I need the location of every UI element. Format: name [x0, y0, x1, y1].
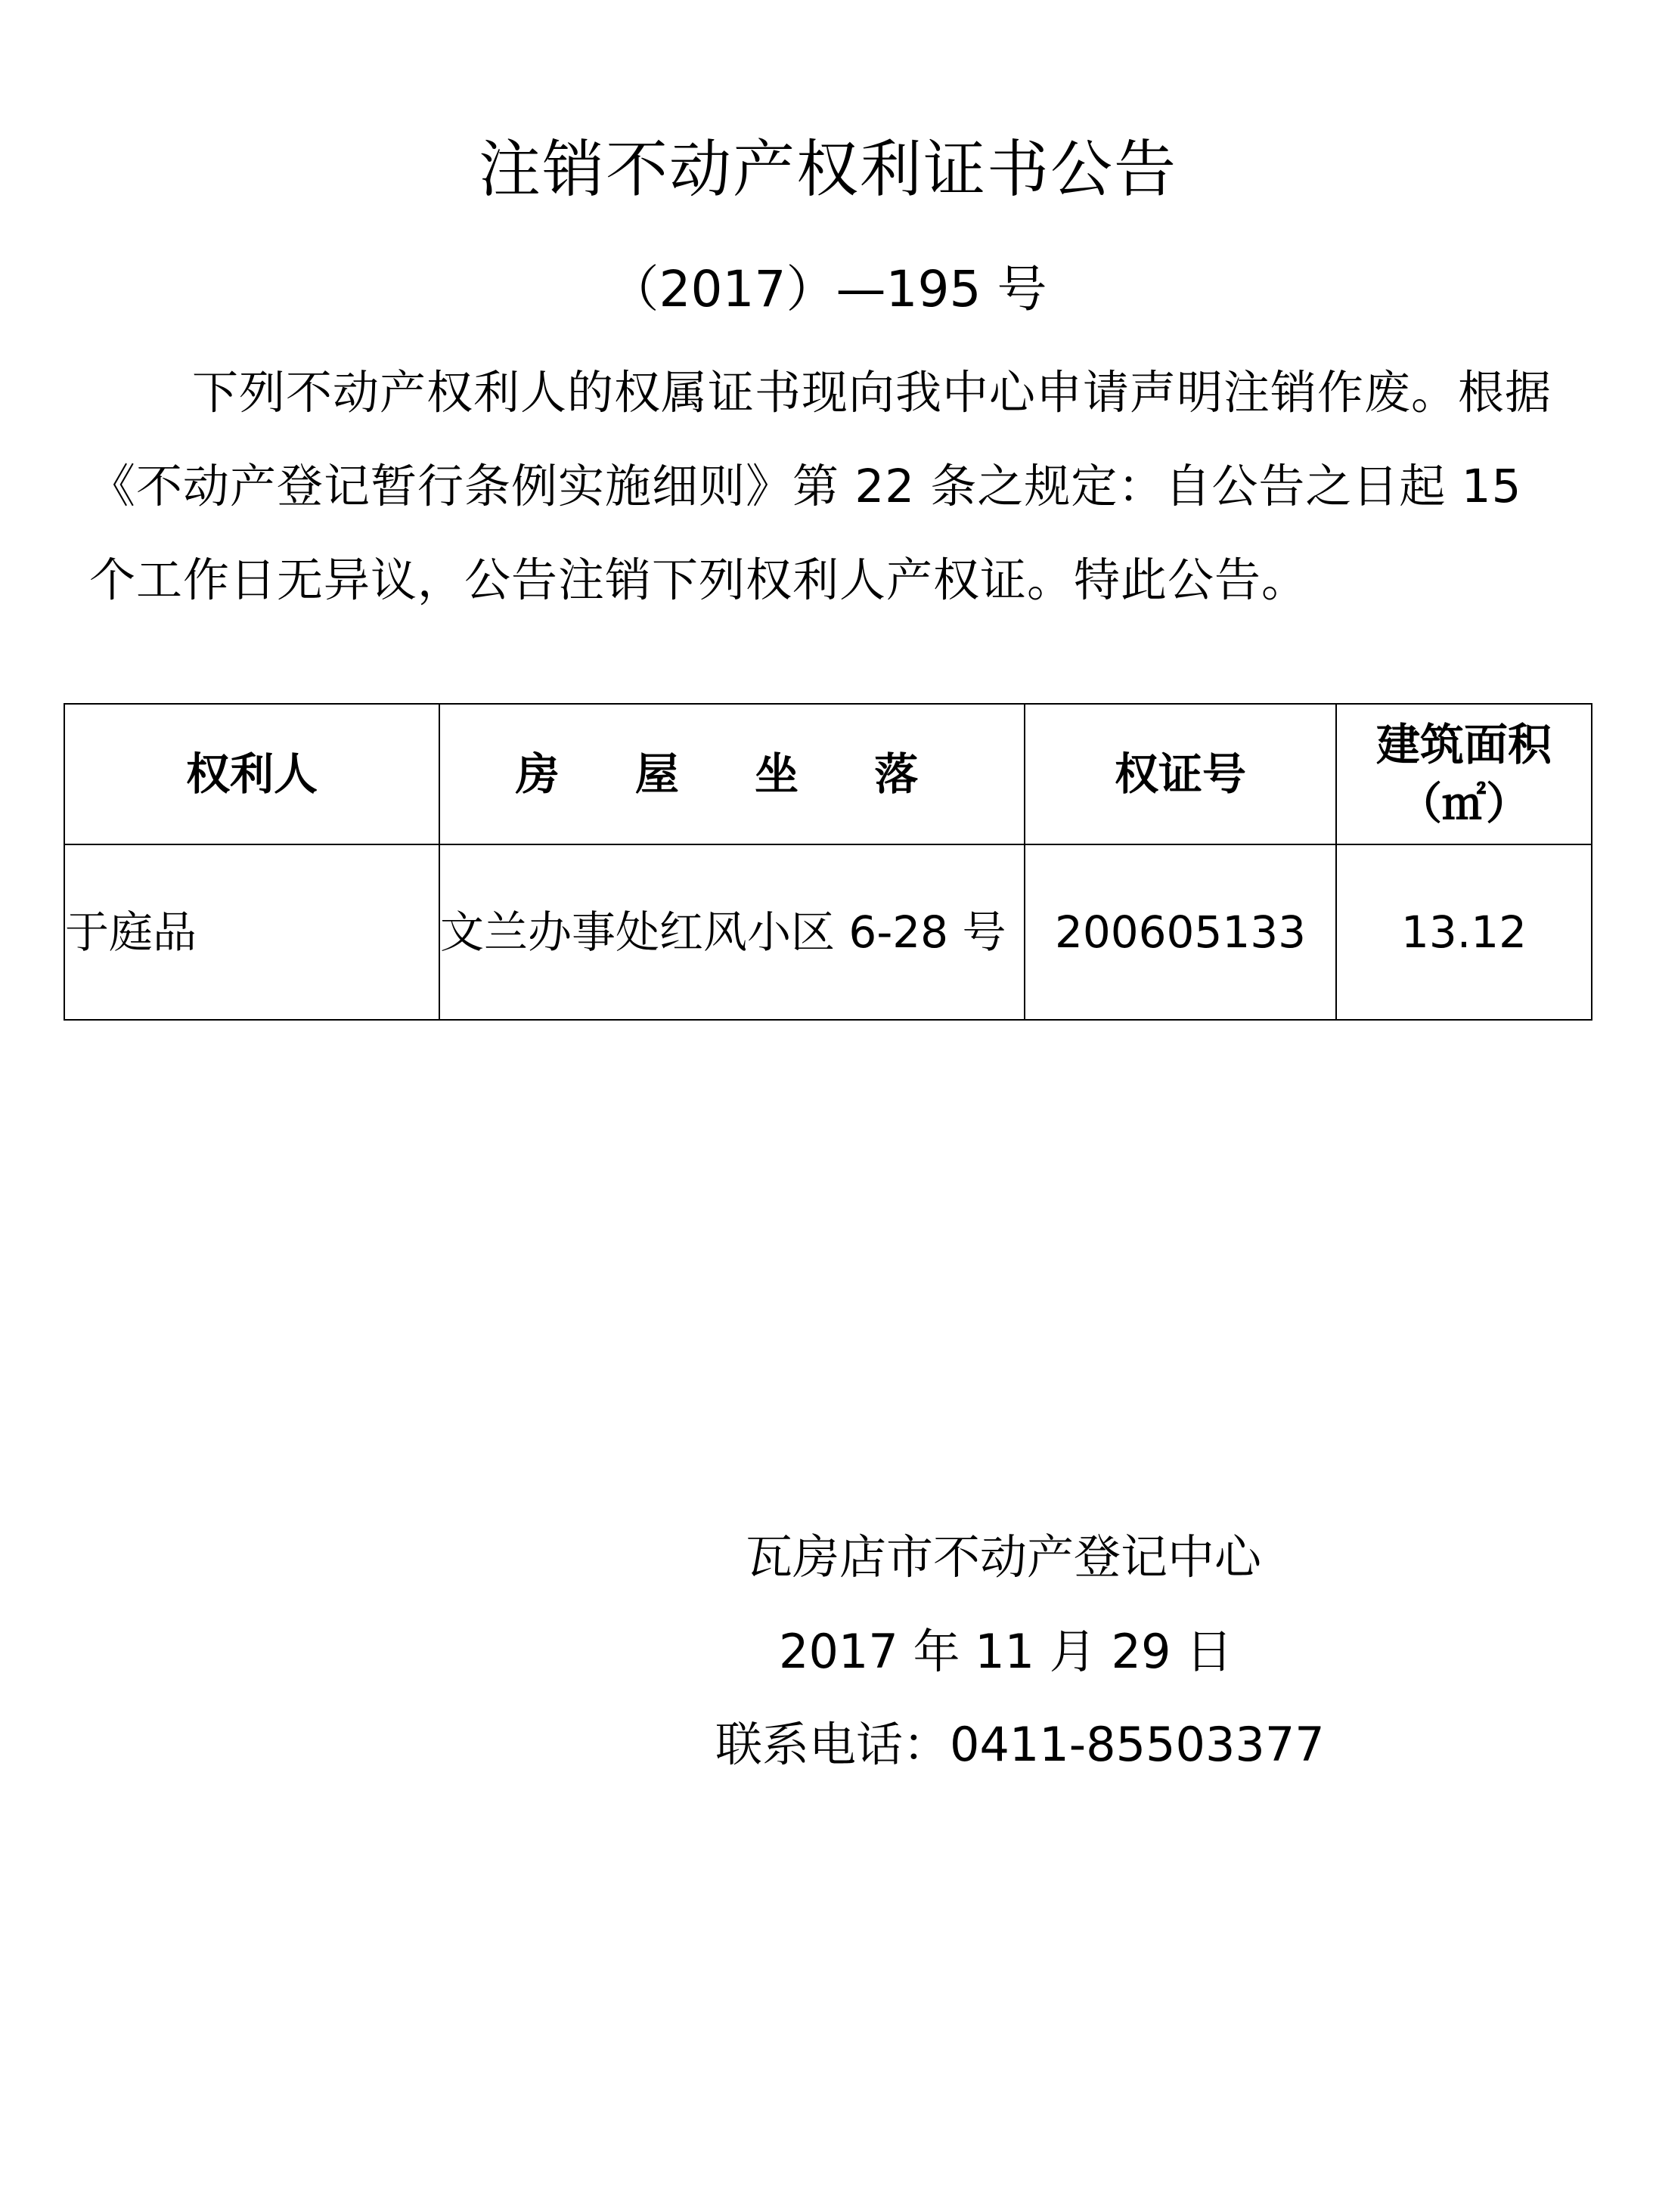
table-header-row [64, 704, 1592, 844]
cell-location: 文兰办事处红风小区 6-28 号 [439, 844, 1025, 1020]
cell-cert-no: 200605133 [1025, 844, 1336, 1020]
table-row [64, 844, 1592, 1020]
header-cert-no: 权证号 [1025, 704, 1336, 844]
header-holder: 权利人 [64, 704, 439, 844]
notice-number: （2017）—195 号 [609, 260, 1047, 318]
notice-paragraph: 下列不动产权利人的权属证书现向我中心申请声明注销作废。根据《不动产登记暂行条例实施细则》第 22 条之规定：自公告之日起 15 个工作日无异议，公告注销下列权利人产权证。特此公告。 [89, 366, 1552, 607]
cell-holder: 于庭品 [64, 844, 439, 1020]
issue-date: 2017 年 11 月 29 日 [779, 1624, 1233, 1679]
cell-area: 13.12 [1336, 844, 1592, 1020]
header-area [1336, 704, 1592, 844]
header-location: 房 屋 坐 落 [439, 704, 1025, 844]
contact-phone: 联系电话：0411-85503377 [715, 1717, 1325, 1772]
header-area-unit: （㎡） [1397, 778, 1530, 829]
issuer-name: 瓦房店市不动产登记中心 [746, 1529, 1262, 1585]
header-area-label: 建筑面积 [1375, 719, 1552, 770]
records-table [64, 703, 1592, 1021]
notice-title: 注销不动产权利证书公告 [478, 134, 1177, 206]
